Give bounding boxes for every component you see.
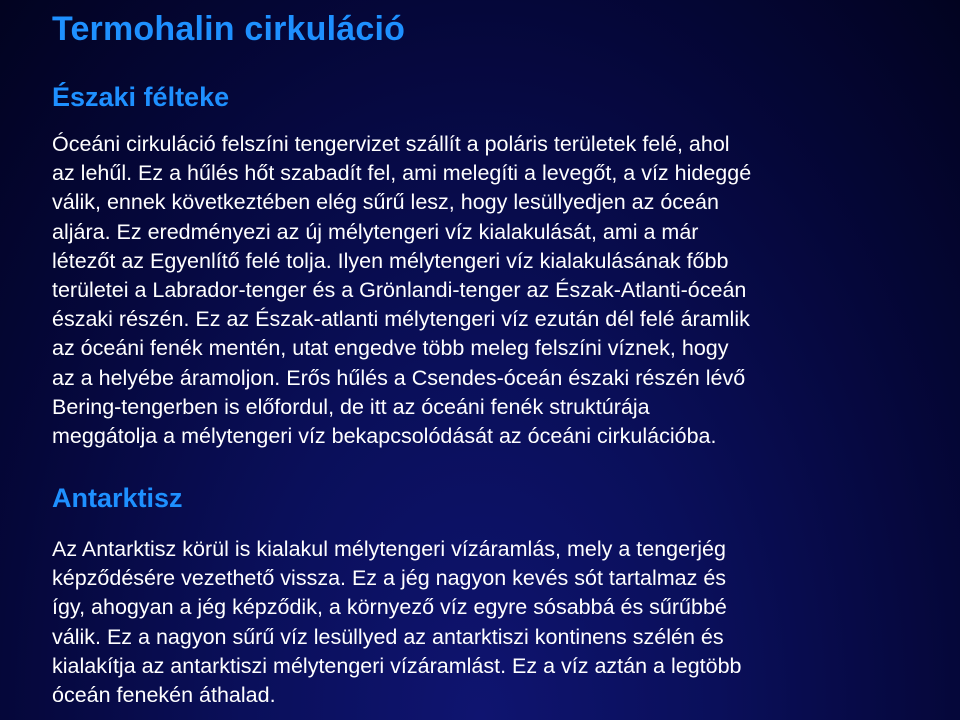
text-line: kialakítja az antarktiszi mélytengeri vízáramlást. Ez a víz aztán a legtöbb bbox=[52, 653, 742, 678]
text-line: válik, ennek következtében elég sűrű lesz, hogy lesüllyedjen az óceán bbox=[52, 190, 719, 215]
text-line: Óceáni cirkuláció felszíni tengervizet szállít a poláris területek felé, ahol bbox=[52, 132, 730, 156]
text-line: létezőt az Egyenlítő felé tolja. Ilyen mélytengeri víz kialakulásának főbb bbox=[52, 248, 729, 273]
text-line: az a helyébe áramoljon. Erős hűlés a Csendes-óceán északi részén lévő bbox=[52, 365, 746, 390]
text-line: az lehűl. Ez a hűlés hőt szabadít fel, ami melegíti a levegőt, a víz hideggé bbox=[52, 161, 752, 186]
slide-title: Termohalin cirkuláció bbox=[52, 10, 406, 48]
text-line: képződésére vezethető vissza. Ez a jég nagyon kevés sót tartalmaz és bbox=[52, 566, 727, 591]
text-line: Bering-tengerben is előfordul, de itt az óceáni fenék struktúrája bbox=[52, 394, 650, 419]
text-line: területei a Labrador-tenger és a Grönlandi-tenger az Észak-Atlanti-óceán bbox=[52, 278, 747, 303]
section-heading-antarctica: Antarktisz bbox=[52, 483, 183, 513]
text-line: Az Antarktisz körül is kialakul mélytengeri vízáramlás, mely a tengerjég bbox=[52, 537, 726, 561]
text-line: így, ahogyan a jég képződik, a környező víz egyre sósabbá és sűrűbbé bbox=[52, 595, 727, 620]
text-line: aljára. Ez eredményezi az új mélytengeri víz kialakulását, ami a már bbox=[52, 219, 699, 244]
text-line: északi részén. Ez az Észak-atlanti mélytengeri víz ezután dél felé áramlik bbox=[52, 307, 750, 332]
section-heading-north: Északi félteke bbox=[52, 82, 230, 112]
text-line: az óceáni fenék mentén, utat engedve több meleg felszíni víznek, hogy bbox=[52, 336, 729, 361]
text-line: óceán fenekén áthalad. bbox=[52, 683, 276, 708]
text-line: meggátolja a mélytengeri víz bekapcsolódását az óceáni cirkulációba. bbox=[52, 424, 717, 449]
section-body-antarctica bbox=[52, 535, 912, 710]
text-line: válik. Ez a nagyon sűrű víz lesüllyed az antarktiszi kontinens szélén és bbox=[52, 624, 724, 649]
section-body-north bbox=[52, 130, 912, 451]
